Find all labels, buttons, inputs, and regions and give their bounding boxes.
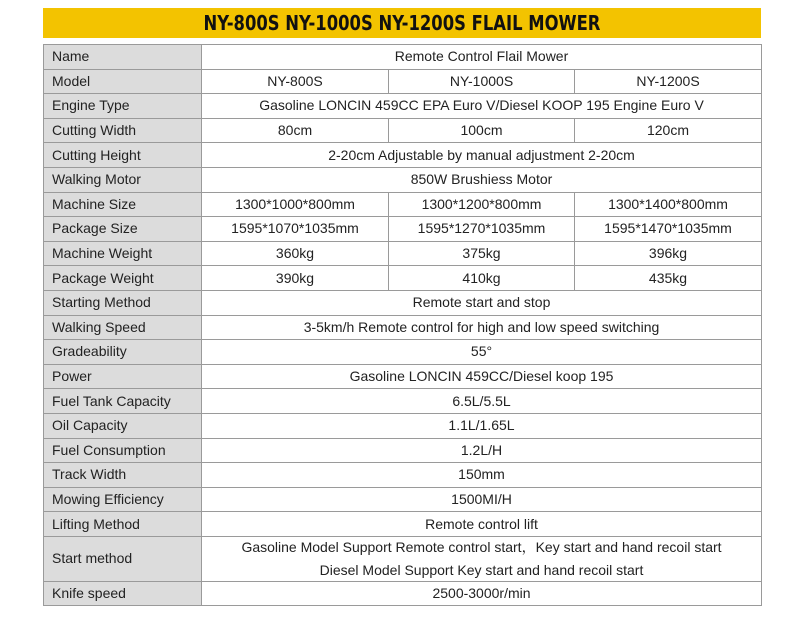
row-label: Fuel Consumption bbox=[44, 438, 202, 463]
table-row bbox=[44, 143, 762, 168]
table-row bbox=[44, 167, 762, 192]
row-value: Remote start and stop bbox=[202, 290, 762, 315]
row-label: Mowing Efficiency bbox=[44, 487, 202, 512]
row-label: Engine Type bbox=[44, 94, 202, 119]
table-row bbox=[44, 266, 762, 291]
row-value: 80cm bbox=[202, 118, 389, 143]
row-value: 1595*1070*1035mm bbox=[202, 217, 389, 242]
row-value: 100cm bbox=[389, 118, 575, 143]
row-value: 1.1L/1.65L bbox=[202, 413, 762, 438]
row-label: Walking Speed bbox=[44, 315, 202, 340]
spec-table bbox=[43, 44, 762, 606]
row-value: 1595*1470*1035mm bbox=[575, 217, 762, 242]
table-row bbox=[44, 340, 762, 365]
row-label: Machine Weight bbox=[44, 241, 202, 266]
row-value: NY-1000S bbox=[389, 69, 575, 94]
row-label: Package Size bbox=[44, 217, 202, 242]
row-value bbox=[202, 536, 762, 581]
row-value-line: Diesel Model Support Key start and hand recoil start bbox=[319, 561, 644, 578]
row-value: 410kg bbox=[389, 266, 575, 291]
table-row bbox=[44, 290, 762, 315]
table-row bbox=[44, 512, 762, 537]
row-value: 1.2L/H bbox=[202, 438, 762, 463]
row-value: 2500-3000r/min bbox=[202, 581, 762, 606]
row-value-line: Gasoline Model Support Remote control start，Key start and hand recoil start bbox=[241, 538, 722, 555]
row-label: Walking Motor bbox=[44, 167, 202, 192]
page-title: NY-800S NY-1000S NY-1200S FLAIL MOWER bbox=[203, 11, 601, 35]
row-value: 3-5km/h Remote control for high and low speed switching bbox=[202, 315, 762, 340]
spec-table-body bbox=[44, 45, 762, 606]
table-row bbox=[44, 69, 762, 94]
table-row bbox=[44, 487, 762, 512]
title-banner bbox=[43, 8, 761, 38]
table-row bbox=[44, 389, 762, 414]
row-label: Track Width bbox=[44, 463, 202, 488]
row-value: 1595*1270*1035mm bbox=[389, 217, 575, 242]
row-value: 2-20cm Adjustable by manual adjustment 2-20cm bbox=[202, 143, 762, 168]
row-label: Cutting Width bbox=[44, 118, 202, 143]
table-row bbox=[44, 315, 762, 340]
row-value: NY-800S bbox=[202, 69, 389, 94]
row-value: 1300*1000*800mm bbox=[202, 192, 389, 217]
row-value: NY-1200S bbox=[575, 69, 762, 94]
table-row bbox=[44, 364, 762, 389]
row-label: Name bbox=[44, 45, 202, 70]
row-value: 1500MI/H bbox=[202, 487, 762, 512]
row-value: 55° bbox=[202, 340, 762, 365]
row-value: Remote control lift bbox=[202, 512, 762, 537]
table-row bbox=[44, 413, 762, 438]
row-label: Power bbox=[44, 364, 202, 389]
table-row bbox=[44, 45, 762, 70]
table-row bbox=[44, 118, 762, 143]
table-row bbox=[44, 217, 762, 242]
row-label: Machine Size bbox=[44, 192, 202, 217]
row-label: Knife speed bbox=[44, 581, 202, 606]
table-row bbox=[44, 241, 762, 266]
row-label: Package Weight bbox=[44, 266, 202, 291]
table-row bbox=[44, 438, 762, 463]
row-label: Lifting Method bbox=[44, 512, 202, 537]
row-value: 390kg bbox=[202, 266, 389, 291]
row-label: Oil Capacity bbox=[44, 413, 202, 438]
row-value: Gasoline LONCIN 459CC EPA Euro V/Diesel KOOP 195 Engine Euro V bbox=[202, 94, 762, 119]
row-value: 360kg bbox=[202, 241, 389, 266]
row-label: Start method bbox=[44, 536, 202, 581]
row-value: 1300*1200*800mm bbox=[389, 192, 575, 217]
row-value: Gasoline LONCIN 459CC/Diesel koop 195 bbox=[202, 364, 762, 389]
row-value: 396kg bbox=[575, 241, 762, 266]
row-value: 120cm bbox=[575, 118, 762, 143]
table-row bbox=[44, 536, 762, 581]
row-label: Fuel Tank Capacity bbox=[44, 389, 202, 414]
row-label: Starting Method bbox=[44, 290, 202, 315]
row-value: 850W Brushiess Motor bbox=[202, 167, 762, 192]
row-value: Remote Control Flail Mower bbox=[202, 45, 762, 70]
row-value: 1300*1400*800mm bbox=[575, 192, 762, 217]
table-row bbox=[44, 581, 762, 606]
table-row bbox=[44, 463, 762, 488]
row-value: 6.5L/5.5L bbox=[202, 389, 762, 414]
row-value: 150mm bbox=[202, 463, 762, 488]
table-row bbox=[44, 94, 762, 119]
row-value: 435kg bbox=[575, 266, 762, 291]
table-row bbox=[44, 192, 762, 217]
row-label: Model bbox=[44, 69, 202, 94]
row-label: Gradeability bbox=[44, 340, 202, 365]
row-value: 375kg bbox=[389, 241, 575, 266]
row-label: Cutting Height bbox=[44, 143, 202, 168]
